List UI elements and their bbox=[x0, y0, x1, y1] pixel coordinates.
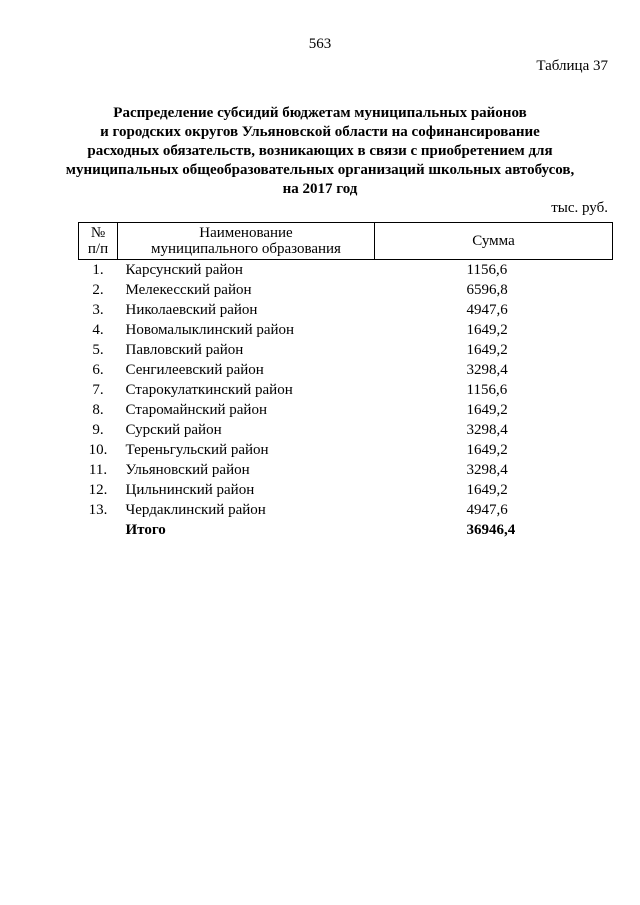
row-name: Тереньгульский район bbox=[125, 442, 269, 458]
row-sum: 1649,2 bbox=[466, 322, 508, 338]
row-name: Сенгилеевский район bbox=[125, 362, 264, 378]
title-line: расходных обязательств, возникающих в связи с приобретением для bbox=[87, 143, 553, 159]
row-number: 12. bbox=[88, 482, 108, 498]
title-line: на 2017 год bbox=[282, 181, 358, 197]
subsidy-table bbox=[78, 222, 613, 540]
row-sum: 1649,2 bbox=[466, 482, 508, 498]
row-sum: 1156,6 bbox=[466, 382, 508, 398]
row-name: Николаевский район bbox=[125, 302, 258, 318]
table-label: Таблица 37 bbox=[536, 58, 608, 74]
row-number: 10. bbox=[88, 442, 108, 458]
row-name: Цильнинский район bbox=[125, 482, 255, 498]
table-row bbox=[79, 380, 613, 400]
title-line: муниципальных общеобразовательных организаций школьных автобусов, bbox=[65, 162, 575, 178]
row-sum: 1649,2 bbox=[466, 342, 508, 358]
header-number-line1: № bbox=[90, 225, 106, 241]
row-number: 13. bbox=[88, 502, 108, 518]
row-sum: 3298,4 bbox=[466, 362, 508, 378]
row-number: 2. bbox=[92, 282, 104, 298]
table-body bbox=[79, 260, 613, 541]
table-row bbox=[79, 360, 613, 380]
row-sum: 1649,2 bbox=[466, 442, 508, 458]
header-number bbox=[79, 223, 118, 260]
row-sum: 4947,6 bbox=[466, 502, 508, 518]
row-sum: 1156,6 bbox=[466, 262, 508, 278]
table-row bbox=[79, 260, 613, 281]
table-row bbox=[79, 420, 613, 440]
row-sum: 3298,4 bbox=[466, 422, 508, 438]
table-row bbox=[79, 300, 613, 320]
table-row bbox=[79, 460, 613, 480]
table-row bbox=[79, 400, 613, 420]
table-row bbox=[79, 500, 613, 520]
total-label: Итого bbox=[125, 522, 166, 538]
header-number-line2: п/п bbox=[87, 241, 109, 257]
row-name: Новомалыклинский район bbox=[125, 322, 295, 338]
row-sum: 4947,6 bbox=[466, 302, 508, 318]
header-name bbox=[118, 223, 375, 260]
row-name: Старокулаткинский район bbox=[125, 382, 293, 398]
document-title bbox=[60, 104, 580, 199]
row-name: Старомайнский район bbox=[125, 402, 267, 418]
row-name: Карсунский район bbox=[125, 262, 243, 278]
header-name-line2: муниципального образования bbox=[151, 241, 341, 257]
header-name-line1: Наименование bbox=[199, 225, 293, 241]
total-row bbox=[79, 520, 613, 540]
row-name: Павловский район bbox=[125, 342, 244, 358]
row-name: Чердаклинский район bbox=[125, 502, 266, 518]
row-number: 7. bbox=[92, 382, 104, 398]
row-sum: 3298,4 bbox=[466, 462, 508, 478]
row-number: 11. bbox=[88, 462, 108, 478]
title-line: Распределение субсидий бюджетам муниципальных районов bbox=[113, 105, 527, 121]
row-number: 8. bbox=[92, 402, 104, 418]
table-row bbox=[79, 280, 613, 300]
header-sum: Сумма bbox=[375, 223, 613, 260]
title-line: и городских округов Ульяновской области на софинансирование bbox=[100, 124, 540, 140]
row-number: 5. bbox=[92, 342, 104, 358]
table-row bbox=[79, 440, 613, 460]
row-number: 4. bbox=[92, 322, 104, 338]
row-number: 9. bbox=[92, 422, 104, 438]
row-number: 3. bbox=[92, 302, 104, 318]
total-number-empty bbox=[79, 520, 118, 540]
row-number: 1. bbox=[92, 262, 104, 278]
page-number: 563 bbox=[308, 36, 332, 52]
unit-label: тыс. руб. bbox=[551, 200, 608, 216]
row-sum: 1649,2 bbox=[466, 402, 508, 418]
table-row bbox=[79, 320, 613, 340]
row-number: 6. bbox=[92, 362, 104, 378]
header-row bbox=[79, 223, 613, 260]
row-name: Сурский район bbox=[125, 422, 222, 438]
row-name: Мелекесский район bbox=[125, 282, 252, 298]
table-row bbox=[79, 480, 613, 500]
table-row bbox=[79, 340, 613, 360]
row-sum: 6596,8 bbox=[466, 282, 508, 298]
total-sum: 36946,4 bbox=[466, 522, 516, 538]
row-name: Ульяновский район bbox=[125, 462, 250, 478]
